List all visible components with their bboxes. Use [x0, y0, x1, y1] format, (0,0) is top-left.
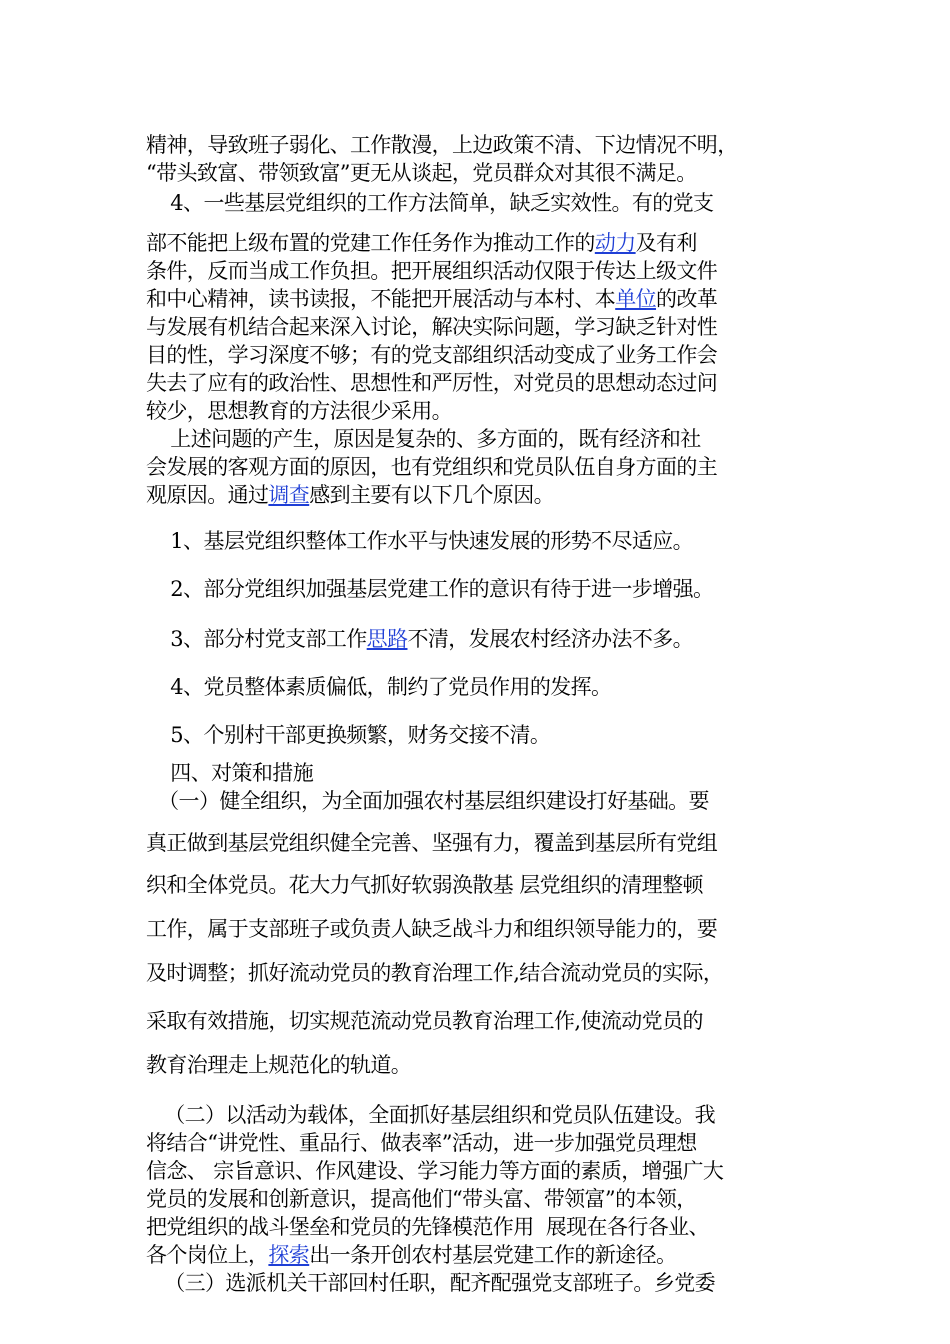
- text-run: 上述问题的产生，原因是复杂的、多方面的，既有经济和社: [146, 427, 701, 451]
- text-line: [146, 1184, 811, 1214]
- text-run: 2、部分党组织加强基层党建工作的意识有待于进一步增强。: [146, 577, 714, 601]
- text-run: 各个岗位上，: [146, 1243, 269, 1267]
- text-line: [146, 1240, 811, 1270]
- text-run: （一）健全组织，为全面加强农村基层组织建设打好基础。要: [146, 789, 709, 813]
- text-run: 精神，导致班子弱化、工作散漫，上边政策不清、下边情况不明，: [146, 133, 738, 157]
- text-line: [146, 1128, 811, 1158]
- text-run: （三）选派机关干部回村任职，配齐配强党支部班子。乡党委: [146, 1271, 716, 1295]
- text-run: 教育治理走上规范化的轨道。: [146, 1053, 412, 1077]
- text-line: [146, 284, 811, 314]
- text-run: 与发展有机结合起来深入讨论，解决实际问题，学习缺乏针对性: [146, 315, 718, 339]
- text-run: 3、部分村党支部工作: [146, 627, 367, 651]
- text-run: 条件，反而当成工作负担。把开展组织活动仅限于传达上级文件: [146, 259, 718, 283]
- text-run: 及有利: [635, 231, 697, 255]
- text-run: 将结合“讲党性、重品行、做表率”活动，进一步加强党员理想: [146, 1131, 697, 1155]
- text-line: [146, 256, 811, 286]
- text-run: 失去了应有的政治性、思想性和严厉性，对党员的思想动态过问: [146, 371, 718, 395]
- text-run: 把党组织的战斗堡垒和党员的先锋模范作用 展现在各行各业、: [146, 1215, 709, 1239]
- text-run: 观原因。通过: [146, 483, 269, 507]
- text-run: 工作，属于支部班子或负责人缺乏战斗力和组织领导能力的，要: [146, 917, 718, 941]
- hyperlink[interactable]: 思路: [366, 627, 408, 651]
- text-run: 会发展的客观方面的原因，也有党组织和党员队伍自身方面的主: [146, 455, 718, 479]
- text-line: [146, 312, 811, 342]
- text-run: 四、对策和措施: [146, 761, 314, 785]
- text-line: [146, 870, 811, 900]
- text-run: 4、党员整体素质偏低，制约了党员作用的发挥。: [146, 675, 612, 699]
- text-run: 目的性，学习深度不够；有的党支部组织活动变成了业务工作会: [146, 343, 718, 367]
- hyperlink[interactable]: 单位: [615, 287, 657, 311]
- text-run: 及时调整；抓好流动党员的教育治理工作,结合流动党员的实际，: [146, 961, 724, 985]
- text-run: 不清，发展农村经济办法不多。: [407, 627, 694, 651]
- text-line: [146, 720, 811, 750]
- text-line: [146, 1156, 811, 1186]
- text-line: [146, 130, 811, 160]
- text-run: 和中心精神，读书读报，不能把开展活动与本村、本: [146, 287, 616, 311]
- text-line: [146, 828, 811, 858]
- hyperlink[interactable]: 动力: [594, 231, 636, 255]
- text-run: 出一条开创农村基层党建工作的新途径。: [309, 1243, 677, 1267]
- text-line: [146, 1268, 811, 1298]
- text-line: [146, 452, 811, 482]
- text-run: 党员的发展和创新意识，提高他们“带头富、带领富”的本领，: [146, 1187, 697, 1211]
- text-run: （二）以活动为载体，全面抓好基层组织和党员队伍建设。我: [146, 1103, 716, 1127]
- text-line: [146, 526, 811, 556]
- text-line: [146, 1006, 811, 1036]
- text-line: [146, 758, 811, 788]
- hyperlink[interactable]: 调查: [268, 483, 310, 507]
- text-line: [146, 480, 811, 510]
- text-line: [146, 340, 811, 370]
- text-run: 5、个别村干部更换频繁，财务交接不清。: [146, 723, 551, 747]
- text-line: [146, 396, 811, 426]
- text-line: [146, 914, 811, 944]
- text-line: [146, 158, 811, 188]
- text-run: 部不能把上级布置的党建工作任务作为推动工作的: [146, 231, 595, 255]
- text-line: [146, 424, 811, 454]
- text-run: “带头致富、带领致富”更无从谈起，党员群众对其很不满足。: [146, 161, 697, 185]
- text-line: [146, 228, 811, 258]
- text-run: 4、一些基层党组织的工作方法简单，缺乏实效性。有的党支: [146, 191, 714, 215]
- text-run: 的改革: [656, 287, 718, 311]
- text-line: [146, 624, 811, 654]
- text-line: [146, 368, 811, 398]
- text-line: [146, 672, 811, 702]
- text-run: 采取有效措施，切实规范流动党员教育治理工作,使流动党员的: [146, 1009, 703, 1033]
- text-run: 信念、 宗旨意识、作风建设、学习能力等方面的素质，增强广大: [146, 1159, 724, 1183]
- text-line: [146, 1212, 811, 1242]
- text-run: 较少，思想教育的方法很少采用。: [146, 399, 452, 423]
- hyperlink[interactable]: 探索: [268, 1243, 310, 1267]
- text-line: [146, 188, 811, 218]
- text-run: 感到主要有以下几个原因。: [309, 483, 555, 507]
- text-line: [146, 574, 811, 604]
- text-line: [146, 1100, 811, 1130]
- text-line: [146, 1050, 811, 1080]
- text-line: [146, 786, 811, 816]
- text-run: 1、基层党组织整体工作水平与快速发展的形势不尽适应。: [146, 529, 694, 553]
- text-run: 真正做到基层党组织健全完善、坚强有力，覆盖到基层所有党组: [146, 831, 718, 855]
- text-line: [146, 958, 811, 988]
- text-run: 织和全体党员。花大力气抓好软弱涣散基 层党组织的清理整顿: [146, 873, 703, 897]
